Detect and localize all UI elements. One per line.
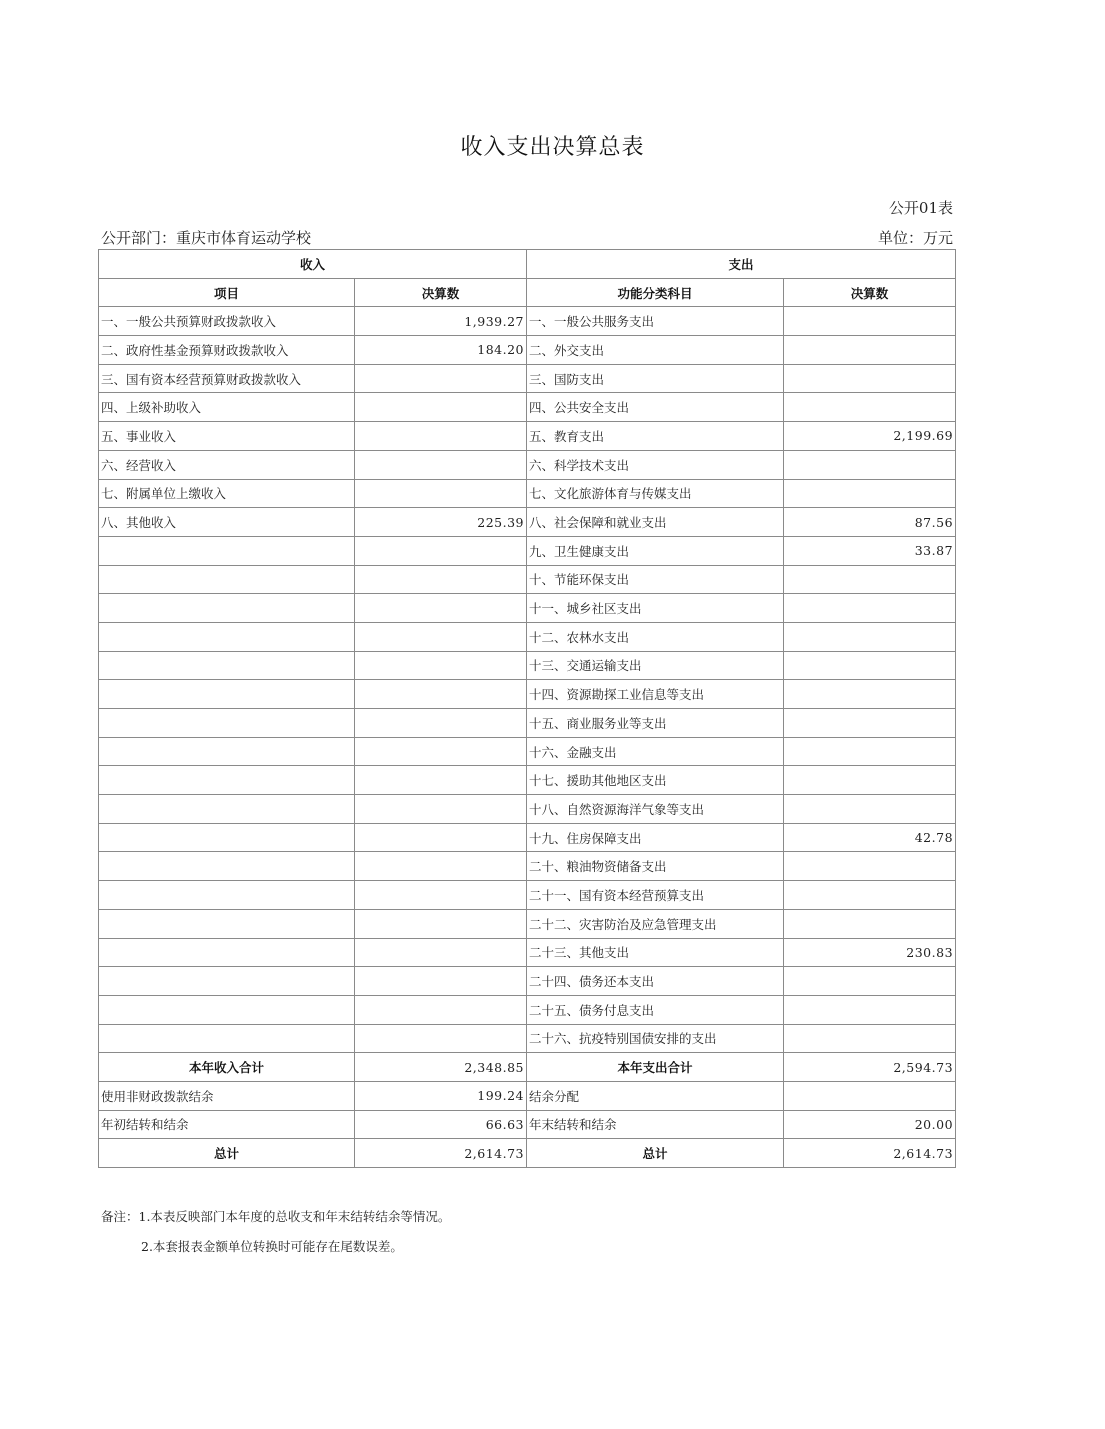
expense-amount-cell xyxy=(784,336,956,365)
totals-section xyxy=(99,1053,956,1168)
expense-amount-cell xyxy=(784,1024,956,1053)
header-row-columns xyxy=(99,278,956,307)
table-row xyxy=(99,766,956,795)
table-row xyxy=(99,1024,956,1053)
table-row xyxy=(99,307,956,336)
expense-amount-cell: 33.87 xyxy=(784,536,956,565)
non-fiscal-value: 199.24 xyxy=(355,1081,527,1110)
expense-item-cell: 十六、金融支出 xyxy=(527,737,784,766)
expense-item-cell: 八、社会保障和就业支出 xyxy=(527,508,784,537)
income-item-cell xyxy=(99,651,355,680)
income-item-cell: 五、事业收入 xyxy=(99,422,355,451)
grand-income-value: 2,614.73 xyxy=(355,1139,527,1168)
income-item-cell xyxy=(99,823,355,852)
annual-total-row xyxy=(99,1053,956,1082)
income-amount-column-header: 决算数 xyxy=(355,278,527,307)
income-amount-cell xyxy=(355,823,527,852)
income-item-cell xyxy=(99,1024,355,1053)
income-amount-cell xyxy=(355,1024,527,1053)
expense-item-cell: 二十四、债务还本支出 xyxy=(527,967,784,996)
income-amount-cell xyxy=(355,995,527,1024)
income-item-cell xyxy=(99,709,355,738)
income-item-cell xyxy=(99,536,355,565)
income-item-cell: 二、政府性基金预算财政拨款收入 xyxy=(99,336,355,365)
expense-amount-cell xyxy=(784,565,956,594)
carryover-row xyxy=(99,1110,956,1139)
expense-total-label: 本年支出合计 xyxy=(527,1053,784,1082)
expense-amount-cell xyxy=(784,995,956,1024)
carry-out-value: 20.00 xyxy=(784,1110,956,1139)
expense-amount-cell xyxy=(784,307,956,336)
income-amount-cell xyxy=(355,450,527,479)
expense-item-cell: 二十一、国有资本经营预算支出 xyxy=(527,881,784,910)
surplus-distribution-label: 结余分配 xyxy=(527,1081,784,1110)
income-amount-cell xyxy=(355,422,527,451)
income-amount-cell xyxy=(355,909,527,938)
income-amount-cell xyxy=(355,852,527,881)
expense-amount-cell xyxy=(784,737,956,766)
expense-header: 支出 xyxy=(527,250,956,279)
table-row xyxy=(99,881,956,910)
income-amount-cell xyxy=(355,622,527,651)
carry-in-value: 66.63 xyxy=(355,1110,527,1139)
table-row xyxy=(99,336,956,365)
expense-item-cell: 七、文化旅游体育与传媒支出 xyxy=(527,479,784,508)
carry-in-label: 年初结转和结余 xyxy=(99,1110,355,1139)
table-row xyxy=(99,364,956,393)
expense-item-cell: 十五、商业服务业等支出 xyxy=(527,709,784,738)
expense-amount-cell xyxy=(784,967,956,996)
expense-item-cell: 四、公共安全支出 xyxy=(527,393,784,422)
expense-amount-cell xyxy=(784,709,956,738)
note-1: 备注：1.本表反映部门本年度的总收支和年末结转结余等情况。 xyxy=(101,1209,451,1224)
expense-item-cell: 十、节能环保支出 xyxy=(527,565,784,594)
expense-item-cell: 十一、城乡社区支出 xyxy=(527,594,784,623)
income-amount-cell xyxy=(355,737,527,766)
expense-item-cell: 二十、粮油物资储备支出 xyxy=(527,852,784,881)
table-row xyxy=(99,536,956,565)
income-total-label: 本年收入合计 xyxy=(99,1053,355,1082)
income-item-cell: 三、国有资本经营预算财政拨款收入 xyxy=(99,364,355,393)
income-item-cell xyxy=(99,622,355,651)
income-total-value: 2,348.85 xyxy=(355,1053,527,1082)
table-row xyxy=(99,680,956,709)
carry-out-label: 年末结转和结余 xyxy=(527,1110,784,1139)
income-item-cell xyxy=(99,795,355,824)
expense-item-cell: 九、卫生健康支出 xyxy=(527,536,784,565)
grand-income-label: 总计 xyxy=(99,1139,355,1168)
expense-amount-cell xyxy=(784,450,956,479)
income-item-cell xyxy=(99,565,355,594)
expense-total-value: 2,594.73 xyxy=(784,1053,956,1082)
income-item-cell xyxy=(99,594,355,623)
table-row xyxy=(99,852,956,881)
expense-item-cell: 二、外交支出 xyxy=(527,336,784,365)
table-row xyxy=(99,479,956,508)
income-amount-cell: 225.39 xyxy=(355,508,527,537)
income-amount-cell xyxy=(355,479,527,508)
expense-item-cell: 十七、援助其他地区支出 xyxy=(527,766,784,795)
income-amount-cell xyxy=(355,651,527,680)
expense-item-cell: 十三、交通运输支出 xyxy=(527,651,784,680)
expense-amount-cell xyxy=(784,594,956,623)
expense-amount-cell xyxy=(784,393,956,422)
expense-item-cell: 一、一般公共服务支出 xyxy=(527,307,784,336)
income-item-cell: 四、上级补助收入 xyxy=(99,393,355,422)
page-title: 收入支出决算总表 xyxy=(460,135,645,160)
income-amount-cell xyxy=(355,938,527,967)
income-amount-cell: 1,939.27 xyxy=(355,307,527,336)
income-item-cell xyxy=(99,938,355,967)
item-column-header: 项目 xyxy=(99,278,355,307)
expense-amount-cell xyxy=(784,479,956,508)
table-row xyxy=(99,967,956,996)
form-number: 公开01表 xyxy=(888,199,953,217)
grand-total-row xyxy=(99,1139,956,1168)
table-body xyxy=(99,307,956,1053)
unit-label: 单位：万元 xyxy=(877,229,953,247)
expense-amount-cell xyxy=(784,909,956,938)
table-row xyxy=(99,594,956,623)
expense-item-cell: 二十五、债务付息支出 xyxy=(527,995,784,1024)
table-row xyxy=(99,709,956,738)
income-amount-cell xyxy=(355,565,527,594)
expense-amount-column-header: 决算数 xyxy=(784,278,956,307)
grand-expense-label: 总计 xyxy=(527,1139,784,1168)
income-amount-cell xyxy=(355,709,527,738)
income-item-cell xyxy=(99,995,355,1024)
income-amount-cell: 184.20 xyxy=(355,336,527,365)
table-row xyxy=(99,508,956,537)
expense-amount-cell: 42.78 xyxy=(784,823,956,852)
table-row xyxy=(99,795,956,824)
income-item-cell xyxy=(99,909,355,938)
table-row xyxy=(99,651,956,680)
expense-amount-cell: 230.83 xyxy=(784,938,956,967)
expense-item-cell: 六、科学技术支出 xyxy=(527,450,784,479)
expense-item-cell: 十二、农林水支出 xyxy=(527,622,784,651)
income-item-cell xyxy=(99,881,355,910)
expense-item-cell: 二十三、其他支出 xyxy=(527,938,784,967)
expense-amount-cell xyxy=(784,622,956,651)
table-row xyxy=(99,393,956,422)
expense-item-cell: 二十六、抗疫特别国债安排的支出 xyxy=(527,1024,784,1053)
income-header: 收入 xyxy=(99,250,527,279)
expense-amount-cell xyxy=(784,852,956,881)
surplus-distribution-value xyxy=(784,1081,956,1110)
income-item-cell: 八、其他收入 xyxy=(99,508,355,537)
expense-amount-cell xyxy=(784,364,956,393)
expense-amount-cell xyxy=(784,651,956,680)
expense-item-cell: 十八、自然资源海洋气象等支出 xyxy=(527,795,784,824)
income-amount-cell xyxy=(355,393,527,422)
budget-summary-table xyxy=(98,249,956,1168)
table-row xyxy=(99,938,956,967)
income-item-cell xyxy=(99,680,355,709)
income-item-cell xyxy=(99,737,355,766)
expense-item-cell: 三、国防支出 xyxy=(527,364,784,393)
expense-amount-cell xyxy=(784,680,956,709)
expense-amount-cell: 87.56 xyxy=(784,508,956,537)
expense-item-cell: 五、教育支出 xyxy=(527,422,784,451)
income-amount-cell xyxy=(355,967,527,996)
non-fiscal-row xyxy=(99,1081,956,1110)
expense-amount-cell: 2,199.69 xyxy=(784,422,956,451)
table-row xyxy=(99,622,956,651)
expense-item-cell: 十九、住房保障支出 xyxy=(527,823,784,852)
grand-expense-value: 2,614.73 xyxy=(784,1139,956,1168)
income-amount-cell xyxy=(355,594,527,623)
expense-amount-cell xyxy=(784,881,956,910)
expense-item-cell: 二十二、灾害防治及应急管理支出 xyxy=(527,909,784,938)
expense-amount-cell xyxy=(784,766,956,795)
income-amount-cell xyxy=(355,536,527,565)
income-item-cell xyxy=(99,967,355,996)
table-row xyxy=(99,565,956,594)
income-amount-cell xyxy=(355,795,527,824)
income-item-cell xyxy=(99,766,355,795)
header-row-sections xyxy=(99,250,956,279)
income-amount-cell xyxy=(355,364,527,393)
non-fiscal-label: 使用非财政拨款结余 xyxy=(99,1081,355,1110)
table-row xyxy=(99,995,956,1024)
table-row xyxy=(99,823,956,852)
table-row xyxy=(99,422,956,451)
table-row xyxy=(99,737,956,766)
expense-amount-cell xyxy=(784,795,956,824)
note-2: 2.本套报表金额单位转换时可能存在尾数误差。 xyxy=(141,1239,403,1254)
income-amount-cell xyxy=(355,881,527,910)
income-amount-cell xyxy=(355,680,527,709)
income-item-cell: 六、经营收入 xyxy=(99,450,355,479)
income-amount-cell xyxy=(355,766,527,795)
income-item-cell: 七、附属单位上缴收入 xyxy=(99,479,355,508)
department-label: 公开部门：重庆市体育运动学校 xyxy=(101,229,312,247)
expense-item-cell: 十四、资源勘探工业信息等支出 xyxy=(527,680,784,709)
income-item-cell xyxy=(99,852,355,881)
table-row xyxy=(99,450,956,479)
income-item-cell: 一、一般公共预算财政拨款收入 xyxy=(99,307,355,336)
table-row xyxy=(99,909,956,938)
func-item-column-header: 功能分类科目 xyxy=(527,278,784,307)
